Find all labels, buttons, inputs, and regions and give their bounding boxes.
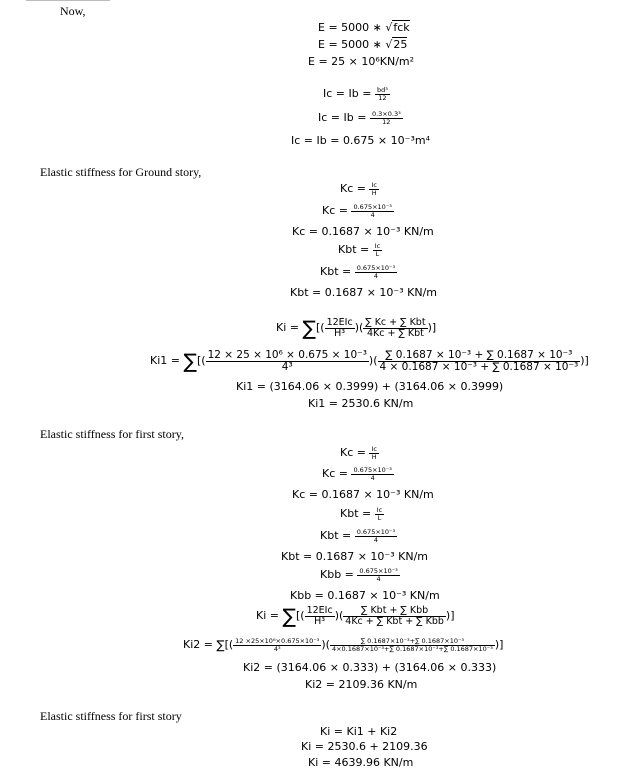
total-equation-2: Ki = 2530.6 + 2109.36 bbox=[301, 740, 428, 753]
ground-kbt-1: Kbt = $\frac{Ic}{L}$ bbox=[338, 242, 381, 258]
sqrt-symbol: √ bbox=[385, 21, 393, 34]
first-kbb-1: Kbb = $\frac{\text{0.675×10⁻³}}{4}$ bbox=[320, 567, 398, 583]
ground-kbt-2: Kbt = $\frac{\text{0.675×10⁻³}}{4}$ bbox=[320, 264, 396, 280]
first-ki2-result: Ki2 = 2109.36 KN/m bbox=[305, 678, 418, 691]
ground-kbt-3: Kbt = 0.1687 × 10⁻³ KN/m bbox=[290, 286, 437, 299]
top-rule bbox=[26, 0, 110, 1]
total-equation-3: Ki = 4639.96 KN/m bbox=[308, 756, 414, 769]
first-kc-3: Kc = 0.1687 × 10⁻³ KN/m bbox=[292, 488, 434, 501]
first-kbb-2: Kbb = 0.1687 × 10⁻³ KN/m bbox=[290, 589, 440, 602]
first-kbt-2: Kbt = $\frac{\text{0.675×10⁻³}}{4}$ bbox=[320, 528, 396, 544]
e-equation-2: E = 5000 ∗ √25 bbox=[318, 38, 408, 51]
e-equation-3: E = 25 × 10⁶KN/m² bbox=[308, 55, 415, 68]
sum-symbol: ∑ bbox=[282, 604, 296, 628]
first-kbt-3: Kbt = 0.1687 × 10⁻³ KN/m bbox=[281, 550, 428, 563]
ground-ki-general: Ki = ∑[( $\frac{\text{12EIc}}{\text{H³}}$ )( $\frac{\text{∑ Kc + ∑ Kbt}}{\text{4Kc + ∑ Kbt}}$ )] bbox=[276, 316, 437, 340]
sqrt-symbol: √ bbox=[385, 38, 393, 51]
first-kbt-1: Kbt = $\frac{Ic}{L}$ bbox=[340, 506, 383, 522]
ground-heading: Elastic stiffness for Ground story, bbox=[40, 165, 202, 179]
first-ki-general: Ki = ∑[( $\frac{\text{12EIc}}{\text{H³}}$ )( $\frac{\text{∑ Kbt + ∑ Kbb}}{\text{4Kc + ∑ Kbt + ∑ Kbb}}$ )] bbox=[256, 604, 455, 628]
first-heading: Elastic stiffness for first story, bbox=[40, 427, 184, 441]
sum-symbol: ∑ bbox=[183, 349, 197, 373]
i-equation-2: Ic = Ib = $\frac{\text{0.3×0.3³}}{12}$ bbox=[318, 110, 401, 126]
total-equation-1: Ki = Ki1 + Ki2 bbox=[320, 725, 398, 738]
i-equation-1: Ic = Ib = $\frac{\text{bd³}}{12}$ bbox=[323, 86, 388, 102]
ground-ki1-substituted: Ki1 = ∑[( $\frac{\text{12 × 25 × 10⁶ × 0.675 × 10⁻³}}{\text{4³}}$ )( $\frac{\text{∑ 0.1687 × 10⁻³ + ∑ 0.1687 × 10⁻³}}{\text{4 × 0.1687 × 10⁻³ + ∑ 0.1687 × 10⁻³}}$ )] bbox=[150, 349, 589, 373]
first-ki2-evaluation: Ki2 = (3164.06 × 0.333) + (3164.06 × 0.333) bbox=[243, 661, 497, 674]
ground-ki1-evaluation: Ki1 = (3164.06 × 0.3999) + (3164.06 × 0.3999) bbox=[236, 380, 504, 393]
sum-symbol: ∑ bbox=[216, 638, 225, 652]
ground-kc-3: Kc = 0.1687 × 10⁻³ KN/m bbox=[292, 225, 434, 238]
intro-text: Now, bbox=[60, 4, 86, 18]
first-ki2-substituted: Ki2 = ∑[( $\frac{\text{12 ×25×10⁶×0.675×10⁻³}}{\text{4³}}$ )( $\frac{\text{∑ 0.1687×10⁻³+∑ 0.1687×10⁻³}}{\text{4×0.1687×10⁻³+∑ 0.1687×10⁻³+∑ 0.1687×10⁻³}}$ )] bbox=[183, 637, 504, 653]
ground-ki1-result: Ki1 = 2530.6 KN/m bbox=[308, 397, 414, 410]
e-equation-1: E = 5000 ∗ √fck bbox=[318, 21, 410, 34]
i-equation-3: Ic = Ib = 0.675 × 10⁻³m⁴ bbox=[291, 134, 430, 147]
ground-kc-2: Kc = $\frac{\text{0.675×10⁻³}}{4}$ bbox=[322, 203, 392, 219]
first-kc-2: Kc = $\frac{\text{0.675×10⁻³}}{4}$ bbox=[322, 466, 392, 482]
total-heading: Elastic stiffness for first story bbox=[40, 709, 182, 723]
sum-symbol: ∑ bbox=[302, 316, 316, 340]
first-kc-1: Kc = $\frac{Ic}{H}$ bbox=[340, 445, 377, 461]
ground-kc-1: Kc = $\frac{Ic}{H}$ bbox=[340, 181, 377, 197]
